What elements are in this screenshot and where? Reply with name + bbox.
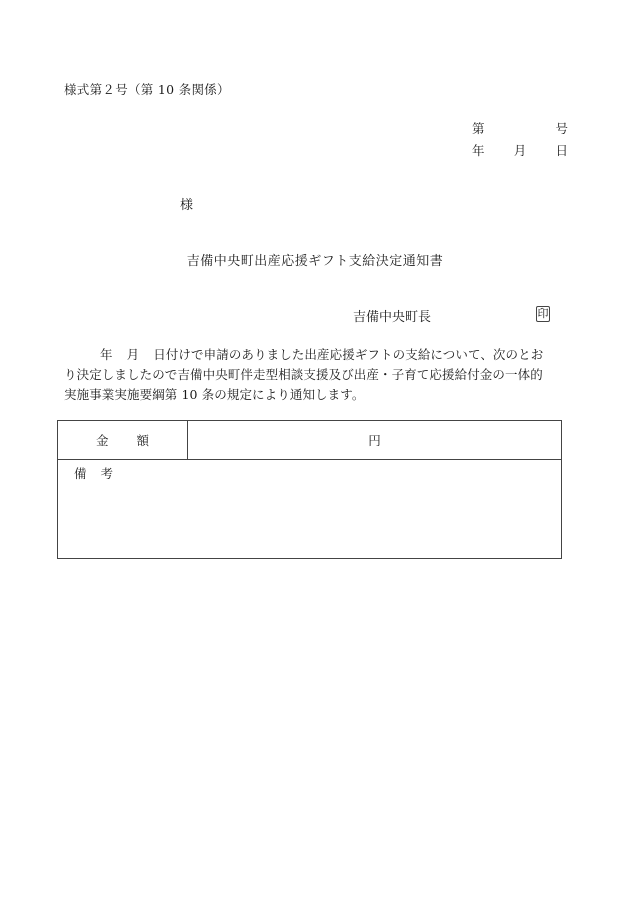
notice-body-line-3: 実施事業実施要綱第 10 条の規定により通知します。 [64,387,365,402]
notice-body [64,345,568,405]
body-year: 年 [100,347,113,362]
amount-unit: 円 [368,433,381,448]
notice-body-line-1 [64,345,568,365]
amount-value-cell [188,421,561,459]
addressee-suffix: 様 [180,198,194,213]
issue-date-month: 月 [513,143,527,158]
notice-body-line-2: り決定しましたので吉備中央町伴走型相談支援及び出産・子育て応援給付金の一体的 [64,367,543,382]
body-month: 月 [126,347,140,362]
issue-date-year: 年 [472,143,485,158]
amount-row [58,421,561,460]
document-number-block [472,118,568,162]
issuer-name: 吉備中央町長 [353,310,432,325]
remarks-label [74,464,113,482]
issue-date-row [472,140,568,162]
amount-label-cell [58,421,188,459]
remarks-label-char-1: 備 [74,466,87,481]
body-line1-rest: 日付けで申請のありました出産応援ギフトの支給について、次のとお [153,347,544,362]
form-number: 様式第２号（第 10 条関係） [64,82,230,97]
decision-table [57,420,562,559]
document-number-suffix: 号 [555,121,568,136]
document-number-prefix: 第 [472,121,485,136]
amount-label-char-2: 額 [136,433,150,448]
amount-label-char-1: 金 [95,433,109,448]
issue-date-day: 日 [555,143,568,158]
seal-mark: 印 [537,307,549,320]
remarks-label-char-2: 考 [100,466,114,481]
document-title: 吉備中央町出産応援ギフト支給決定通知書 [186,254,444,269]
document-number-row [472,118,568,140]
